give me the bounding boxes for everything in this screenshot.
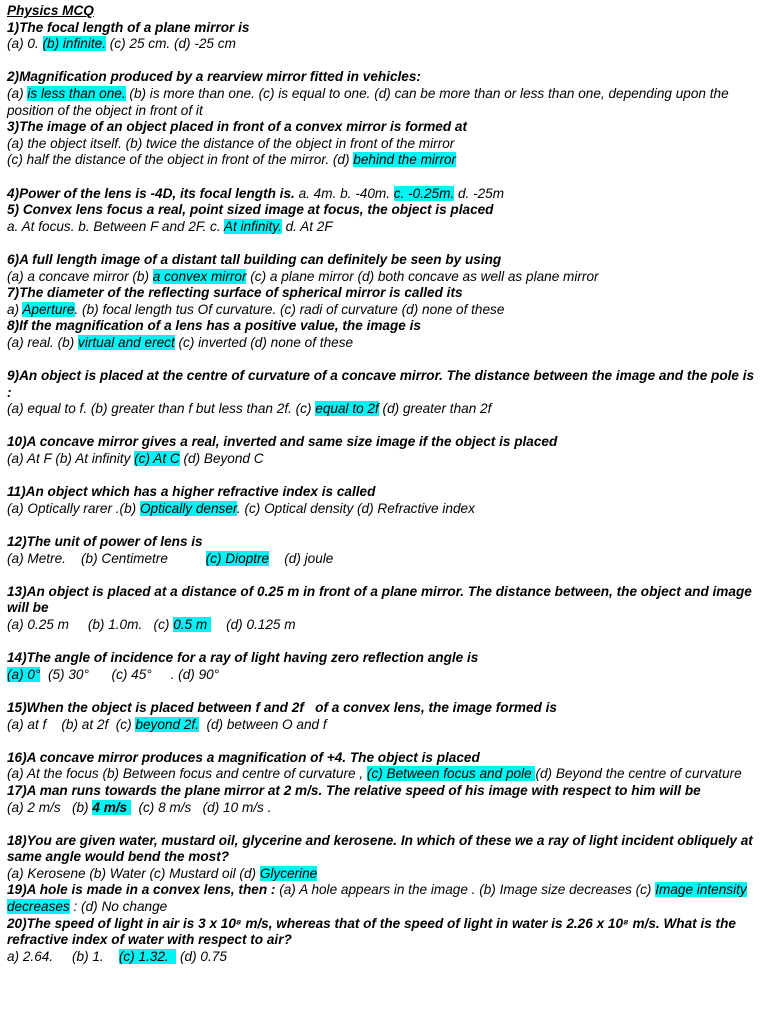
answers-16 (7, 766, 759, 783)
question-8: 8)If the magnification of a lens has a positive value, the image is (7, 318, 421, 334)
question-18: 18)You are given water, mustard oil, glycerine and kerosene. In which of these we a ray of light incident obliquely at same angle would bend the most? (7, 832, 753, 865)
answers-13 (7, 617, 759, 634)
spacer (7, 235, 759, 252)
answer-text: (a) at f (b) at 2f (c) (7, 716, 136, 732)
answer-text: (c) inverted (d) none of these (174, 334, 354, 350)
question-17: 17)A man runs towards the plane mirror at 2 m/s. The relative speed of his image with respect to him will be (7, 782, 701, 798)
mcq-document (7, 3, 759, 965)
question-1: 1)The focal length of a plane mirror is (7, 19, 250, 35)
answer-text: (a) Kerosene (b) Water (c) Mustard oil (d) (7, 865, 260, 881)
answer-text: (a) Metre. (b) Centimetre (7, 550, 206, 566)
spacer (7, 418, 759, 435)
answer-text: (c) 8 m/s (d) 10 m/s . (130, 799, 272, 815)
spacer (7, 683, 759, 700)
answers-3-line-1: (a) the object itself. (b) twice the distance of the object in front of the mirror (7, 135, 455, 151)
answers-2 (7, 86, 759, 119)
answer-text: (a) Optically rarer .(b) (7, 500, 140, 516)
correct-answer-highlight: Aperture (22, 301, 75, 317)
answer-text: (c) a plane mirror (d) both concave as well as plane mirror (246, 268, 599, 284)
answers-20 (7, 949, 759, 966)
question-4: 4)Power of the lens is -4D, its focal length is. (7, 185, 295, 201)
answer-text: a) 2.64. (b) 1. (7, 948, 119, 964)
question-14: 14)The angle of incidence for a ray of light having zero reflection angle is (7, 650, 479, 666)
answers-15 (7, 717, 759, 734)
correct-answer-highlight: (c) Dioptre (205, 550, 270, 566)
answers-9 (7, 401, 759, 418)
correct-answer-highlight: At infinity. (223, 218, 282, 234)
spacer (7, 53, 759, 70)
question-20: 20)The speed of light in air is 3 x 10⁸ m/s, whereas that of the speed of light in water is 2.26 x 10⁸ m/s. What is the refractive index of water with respect to air? (7, 915, 736, 948)
correct-answer-highlight: (a) 0° (7, 666, 41, 682)
question-19-row (7, 882, 759, 915)
answer-text: (a) At the focus (b) Between focus and centre of curvature , (7, 766, 367, 782)
question-10: 10)A concave mirror gives a real, inverted and same size image if the object is placed (7, 434, 558, 450)
answer-text: . (c) Optical density (d) Refractive index (236, 500, 475, 516)
answers-11 (7, 501, 759, 518)
question-9: 9)An object is placed at the centre of curvature of a concave mirror. The distance between the image and the pole is : (7, 368, 755, 400)
answer-text: d. At 2F (281, 218, 333, 234)
question-11: 11)An object which has a higher refractive index is called (7, 484, 376, 500)
spacer (7, 351, 759, 368)
answers-18 (7, 866, 759, 883)
spacer (7, 567, 759, 584)
answer-text: (a) 0. (7, 36, 43, 52)
correct-answer-highlight: behind the mirror (353, 152, 457, 168)
spacer (7, 169, 759, 186)
correct-answer-highlight: (c) At C (134, 451, 180, 467)
answer-text: : (d) No change (69, 899, 168, 915)
page-title: Physics MCQ (7, 3, 94, 18)
answer-text: (d) 0.75 (176, 948, 227, 964)
question-15: 15)When the object is placed between f and 2f of a convex lens, the image formed is (7, 699, 557, 715)
answers-6 (7, 269, 759, 286)
answers-10 (7, 451, 759, 468)
question-2: 2)Magnification produced by a rearview mirror fitted in vehicles: (7, 69, 421, 85)
answers-17 (7, 800, 759, 817)
correct-answer-highlight: beyond 2f. (135, 716, 199, 732)
answer-text: (d) between O and f (198, 716, 327, 732)
answers-3-line-2 (7, 152, 759, 169)
answer-text: (a) equal to f. (b) greater than f but less than 2f. (c) (7, 401, 316, 417)
spacer (7, 733, 759, 750)
spacer (7, 468, 759, 485)
correct-answer-highlight: Optically denser (139, 500, 237, 516)
correct-answer-highlight: 0.5 m (173, 616, 211, 632)
question-6: 6)A full length image of a distant tall building can definitely be seen by using (7, 251, 502, 267)
answer-text: a. At focus. b. Between F and 2F. c. (7, 218, 224, 234)
correct-answer-highlight: (b) infinite. (42, 36, 106, 52)
answer-text: (a) real. (b) (7, 334, 79, 350)
answer-text: (a) At F (b) At infinity (7, 451, 135, 467)
spacer (7, 634, 759, 651)
answer-text: a) (7, 301, 23, 317)
answer-text: (c) 25 cm. (d) -25 cm (105, 36, 236, 52)
correct-answer-highlight: 4 m/s (92, 799, 131, 815)
answer-text: (d) greater than 2f (378, 401, 492, 417)
answers-12 (7, 551, 759, 568)
question-5: 5) Convex lens focus a real, point sized image at focus, the object is placed (7, 202, 494, 218)
answers-8 (7, 335, 759, 352)
spacer (7, 816, 759, 833)
answer-text: (d) Beyond the centre of curvature (535, 766, 742, 782)
answer-text: (a) 0.25 m (b) 1.0m. (c) (7, 616, 174, 632)
answer-text: (a) a concave mirror (b) (7, 268, 153, 284)
answers-14 (7, 667, 759, 684)
correct-answer-highlight: virtual and erect (78, 334, 175, 350)
question-13: 13)An object is placed at a distance of 0.25 m in front of a plane mirror. The distance between, the object and image will be (7, 583, 752, 616)
answer-text: (a) (7, 85, 28, 101)
correct-answer-highlight: (c) Between focus and pole (366, 766, 536, 782)
correct-answer-highlight: is less than one. (27, 85, 126, 101)
answer-text: (b) is more than one. (c) is equal to one. (d) can be more than or less than one, depending upon the position of the object in front of it (7, 85, 729, 118)
answer-text: d. -25m (454, 185, 505, 201)
answers-5 (7, 219, 759, 236)
correct-answer-highlight: Image intensity decreases (7, 882, 747, 915)
correct-answer-highlight: c. -0.25m. (393, 185, 455, 201)
answer-text: (a) 2 m/s (b) (7, 799, 93, 815)
answer-text: (c) half the distance of the object in front of the mirror. (d) (7, 152, 354, 168)
question-7: 7)The diameter of the reflecting surface of spherical mirror is called its (7, 285, 463, 301)
correct-answer-highlight: Glycerine (259, 865, 318, 881)
answers-7 (7, 302, 759, 319)
question-16: 16)A concave mirror produces a magnification of +4. The object is placed (7, 749, 480, 765)
answer-text: a. 4m. b. -40m. (294, 185, 394, 201)
answer-text: (d) 0.125 m (210, 616, 296, 632)
correct-answer-highlight: (c) 1.32. (118, 948, 177, 964)
correct-answer-highlight: a convex mirror (152, 268, 247, 284)
correct-answer-highlight: equal to 2f (315, 401, 379, 417)
answer-text: (5) 30° (c) 45° . (d) 90° (40, 666, 220, 682)
question-3: 3)The image of an object placed in front of a convex mirror is formed at (7, 119, 468, 135)
answer-text: (d) Beyond C (179, 451, 264, 467)
answer-text: (a) A hole appears in the image . (b) Image size decreases (c) (275, 882, 656, 898)
answer-text: (d) joule (269, 550, 334, 566)
question-4-row (7, 186, 759, 203)
question-12: 12)The unit of power of lens is (7, 534, 203, 549)
answers-1 (7, 36, 759, 53)
question-19: 19)A hole is made in a convex lens, then : (7, 882, 276, 898)
spacer (7, 517, 759, 534)
answer-text: . (b) focal length tus Of curvature. (c) radi of curvature (d) none of these (74, 301, 505, 317)
